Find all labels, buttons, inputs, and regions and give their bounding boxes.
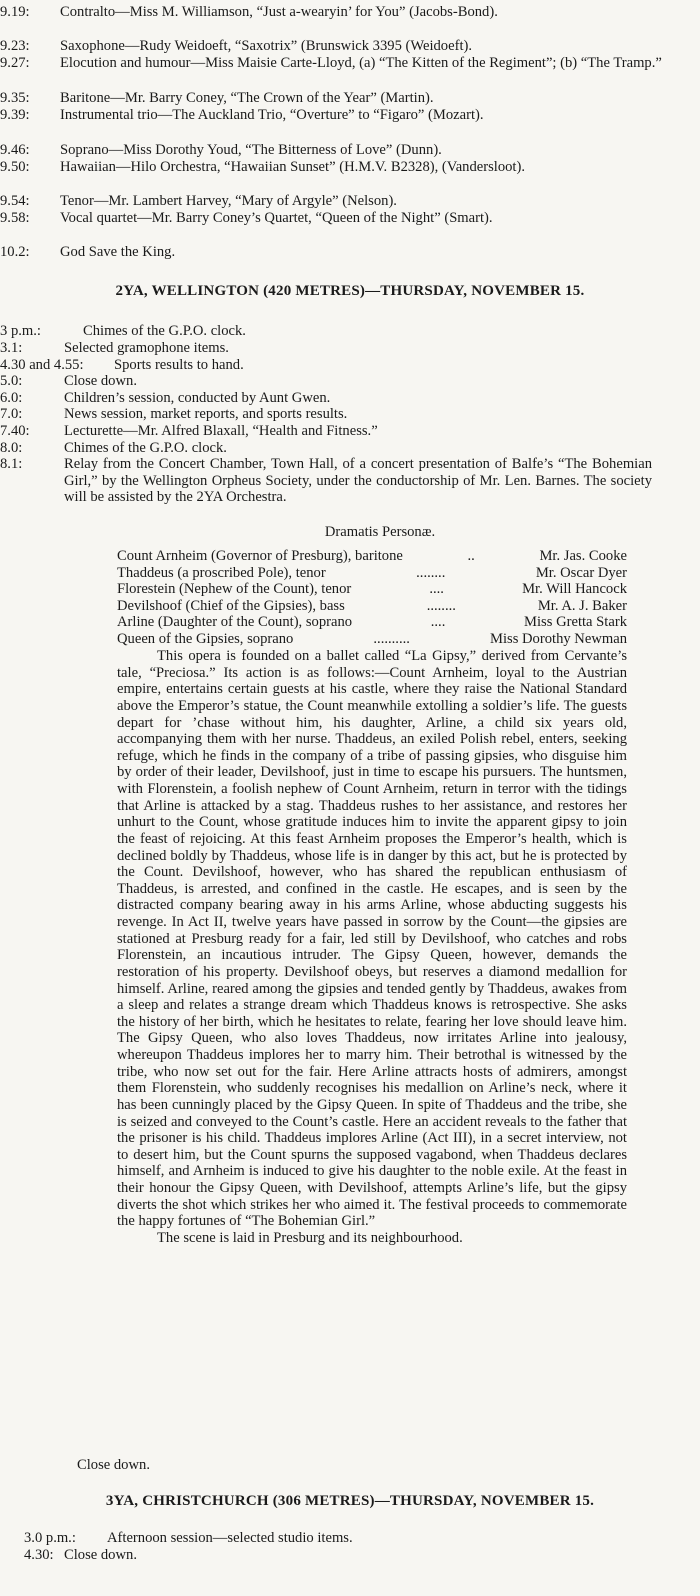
programme-entry: [0, 107, 650, 124]
cast-row: [117, 581, 627, 598]
synopsis-paragraph: The scene is laid in Presburg and its neighbourhood.: [157, 1229, 463, 1246]
cast-role: Thaddeus (a proscribed Pole), tenor: [117, 564, 326, 581]
entry-time: 9.54:: [0, 193, 30, 209]
cast-row: [117, 598, 627, 615]
entry-time: 9.27:: [0, 55, 30, 71]
entry-time: 4.30 and 4.55:: [0, 357, 84, 373]
programme-entry: [0, 456, 652, 506]
programme-entry: [0, 210, 672, 227]
cast-dots: ....: [430, 614, 446, 631]
synopsis-paragraph: This opera is founded on a ballet called “La Gipsy,” derived from Cervante’s tale, “Preciosa.” Its action is as follows:—Count Arnheim, loyal to the Austrian empire, entertains certain guests at his castle, where they raise the National Standard above the Emperor’s statue, the Count meanwhile extolling a soldier’s life. The guests depart for ’chase without him, his daughter, Arline, a child six years old, accompanying them with her nurse. Thaddeus, an exiled Polish rebel, enters, seeking refuge, which he finds in the company of a tribe of passing gipsies, who disguise him by order of their leader, Devilshoof, just in time to escape his pursuers. The huntsmen, with Florenstein, a foolish nephew of Count Arnheim, return in terror with the tidings that Arline is attacked by a stag. Thaddeus rushes to her assistance, and restores her unhurt to the Count, whose gratitude induces him to invite the apparent gipsy to join the feast of rejoicing. At this feast Arnheim proposes the Emperor’s health, which is declined boldly by Thaddeus, whose life is in danger by this act, but he is protected by the Count. Devilshoof, however, who has shared the republican enthusiasm of Thaddeus, is arrested, and confined in the castle. He escapes, and is seen by the distracted company bearing away in his arms Arline, whose abducting suggests his revenge. In Act II, twelve years have passed in sorrow by the Count—the gipsies are stationed at Presburg ready for a fair, led still by Devilshoof, who catches and robs Florenstein, an incautious intruder. The Gipsy Queen, however, demands the restoration of his property. Devilshoof obeys, but reserves a diamond medallion for himself. Arline, reared among the gipsies and tended gently by Thaddeus, awakes from a sleep and relates a strange dream which Thaddeus knows is retrospective. She asks the history of her birth, which he hesitates to relate, fearing her love should leave him. The Gipsy Queen, who also loves Thaddeus, now irritates Arline into jealousy, whereupon Thaddeus implores her to marry him. Their betrothal is witnessed by the tribe, who now set out for the fair. Here Arline attracts hosts of admirers, amongst them Florenstein, who suddenly recognises his medallion on Arline’s neck, where it has been cunningly placed by the Gipsy Queen. In spite of Thaddeus and the tribe, she is seized and conveyed to the Count’s castle. Here an accident reveals to the father that the prisoner is his child. Thaddeus implores Arline (Act III), in a secret interview, not to desert him, but the Count spurns the supposed vagabond, when Thaddeus declares himself, and Arnheim is induced to give his daughter to the noble exile. At the feast in their honour the Gipsy Queen, with Devilshoof, attempts Arline’s life, but the gipsy diverts the shot which strikes her who aimed it. The festival proceeds to commemorate the happy fortunes of “The Bohemian Girl.”: [117, 648, 627, 1230]
entry-text: Children’s session, conducted by Aunt Gwen.: [64, 390, 331, 406]
entry-text: Chimes of the G.P.O. clock.: [64, 440, 227, 456]
programme-entry: [0, 4, 660, 21]
cast-role: Arline (Daughter of the Count), soprano: [117, 614, 353, 631]
cast-dots: ..........: [373, 630, 410, 647]
cast-name: Mr. A. J. Baker: [537, 597, 627, 614]
programme-entry: [0, 373, 650, 390]
entry-text: Close down.: [64, 373, 137, 389]
cast-name: Mr. Jas. Cooke: [539, 548, 627, 564]
cast-row: [117, 614, 627, 631]
cast-name: Miss Dorothy Newman: [489, 630, 627, 647]
close-down-note: Close down.: [77, 1457, 150, 1473]
entry-text: Tenor—Mr. Lambert Harvey, “Mary of Argyle” (Nelson).: [60, 193, 397, 209]
cast-role: Devilshoof (Chief of the Gipsies), bass: [117, 597, 345, 614]
entry-text: Soprano—Miss Dorothy Youd, “The Bitterness of Love” (Dunn).: [60, 142, 442, 158]
station-heading-2ya: 2YA, WELLINGTON (420 METRES)—THURSDAY, NOVEMBER 15.: [115, 283, 585, 299]
cast-list: [117, 548, 627, 648]
entry-text: Saxophone—Rudy Weidoeft, “Saxotrix” (Brunswick 3395 (Weidoeft).: [60, 38, 473, 54]
entry-time: 9.19:: [0, 4, 30, 20]
entry-time: 7.0:: [0, 406, 23, 422]
cast-dots: ....: [429, 581, 444, 598]
entry-time: 5.0:: [0, 373, 23, 389]
cast-name: Mr. Oscar Dyer: [535, 564, 627, 581]
cast-name: Mr. Will Hancock: [522, 581, 627, 598]
programme-entry: [0, 440, 650, 457]
cast-dots: ........: [426, 597, 456, 614]
entry-text: Relay from the Concert Chamber, Town Hall, of a concert presentation of Balfe’s “The Bohemian Girl,” by the Wellington Orpheus Society, under the conductorship of Mr. Len. Barnes. The society will be assisted by the 2YA Orchestra.: [64, 456, 652, 506]
programme-entry: [0, 357, 650, 374]
programme-entry: [0, 406, 650, 423]
programme-entry: [0, 193, 640, 210]
programme-entry: [0, 142, 640, 159]
cast-row: [117, 565, 627, 582]
entry-time: 9.50:: [0, 159, 30, 175]
entry-text: Elocution and humour—Miss Maisie Carte-Lloyd, (a) “The Kitten of the Regiment”; (b) “The Tramp.”: [60, 55, 662, 71]
entry-text: Hawaiian—Hilo Orchestra, “Hawaiian Sunset” (H.M.V. B2328), (Vandersloot).: [60, 159, 525, 175]
entry-time: 9.46:: [0, 142, 30, 158]
cast-row: [117, 548, 627, 565]
entry-time: 9.35:: [0, 90, 30, 106]
cast-name: Miss Gretta Stark: [524, 614, 627, 631]
entry-text: Vocal quartet—Mr. Barry Coney’s Quartet, “Queen of the Night” (Smart).: [60, 210, 493, 226]
entry-time: 4.30:: [24, 1547, 54, 1563]
programme-entry: [0, 90, 640, 107]
programme-entry: [0, 244, 640, 261]
programme-entry: [0, 323, 650, 340]
programme-entry: [0, 390, 650, 407]
entry-time: 9.58:: [0, 210, 30, 226]
entry-text: News session, market reports, and sports results.: [64, 406, 348, 422]
cast-role: Florestein (Nephew of the Count), tenor: [117, 581, 352, 598]
programme-entry: [0, 1547, 650, 1564]
cast-row: [117, 631, 627, 648]
entry-text: Baritone—Mr. Barry Coney, “The Crown of the Year” (Martin).: [60, 90, 434, 106]
programme-entry: [0, 159, 655, 176]
entry-time: 8.1:: [0, 456, 23, 472]
entry-text: Selected gramophone items.: [64, 340, 229, 356]
entry-time: 3 p.m.:: [0, 323, 41, 339]
programme-entry: [0, 55, 672, 72]
entry-time: 9.39:: [0, 107, 30, 123]
cast-role: Queen of the Gipsies, soprano: [117, 630, 294, 647]
entry-time: 6.0:: [0, 390, 23, 406]
programme-entry: [0, 423, 650, 440]
entry-text: Close down.: [64, 1547, 137, 1563]
entry-time: 3.0 p.m.:: [24, 1530, 76, 1546]
dramatis-title: Dramatis Personæ.: [324, 524, 436, 540]
entry-text: God Save the King.: [60, 244, 176, 260]
opera-synopsis: [117, 648, 627, 1247]
cast-role: Count Arnheim (Governor of Presburg), baritone: [117, 548, 403, 564]
entry-time: 10.2:: [0, 244, 30, 260]
entry-time: 3.1:: [0, 340, 23, 356]
programme-entry: [0, 340, 650, 357]
entry-text: Instrumental trio—The Auckland Trio, “Overture” to “Figaro” (Mozart).: [60, 107, 484, 123]
entry-text: Contralto—Miss M. Williamson, “Just a-wearyin’ for You” (Jacobs-Bond).: [60, 4, 498, 20]
entry-time: 9.23:: [0, 38, 30, 54]
cast-dots: ..: [467, 548, 475, 564]
entry-time: 7.40:: [0, 423, 30, 439]
programme-entry: [0, 38, 650, 55]
entry-time: 8.0:: [0, 440, 23, 456]
entry-text: Afternoon session—selected studio items.: [107, 1530, 353, 1546]
entry-text: Chimes of the G.P.O. clock.: [83, 323, 246, 339]
programme-entry: [0, 1530, 650, 1547]
station-heading-3ya: 3YA, CHRISTCHURCH (306 METRES)—THURSDAY, NOVEMBER 15.: [105, 1493, 595, 1509]
cast-dots: ........: [416, 564, 446, 581]
entry-text: Sports results to hand.: [114, 357, 244, 373]
entry-text: Lecturette—Mr. Alfred Blaxall, “Health and Fitness.”: [64, 423, 378, 439]
